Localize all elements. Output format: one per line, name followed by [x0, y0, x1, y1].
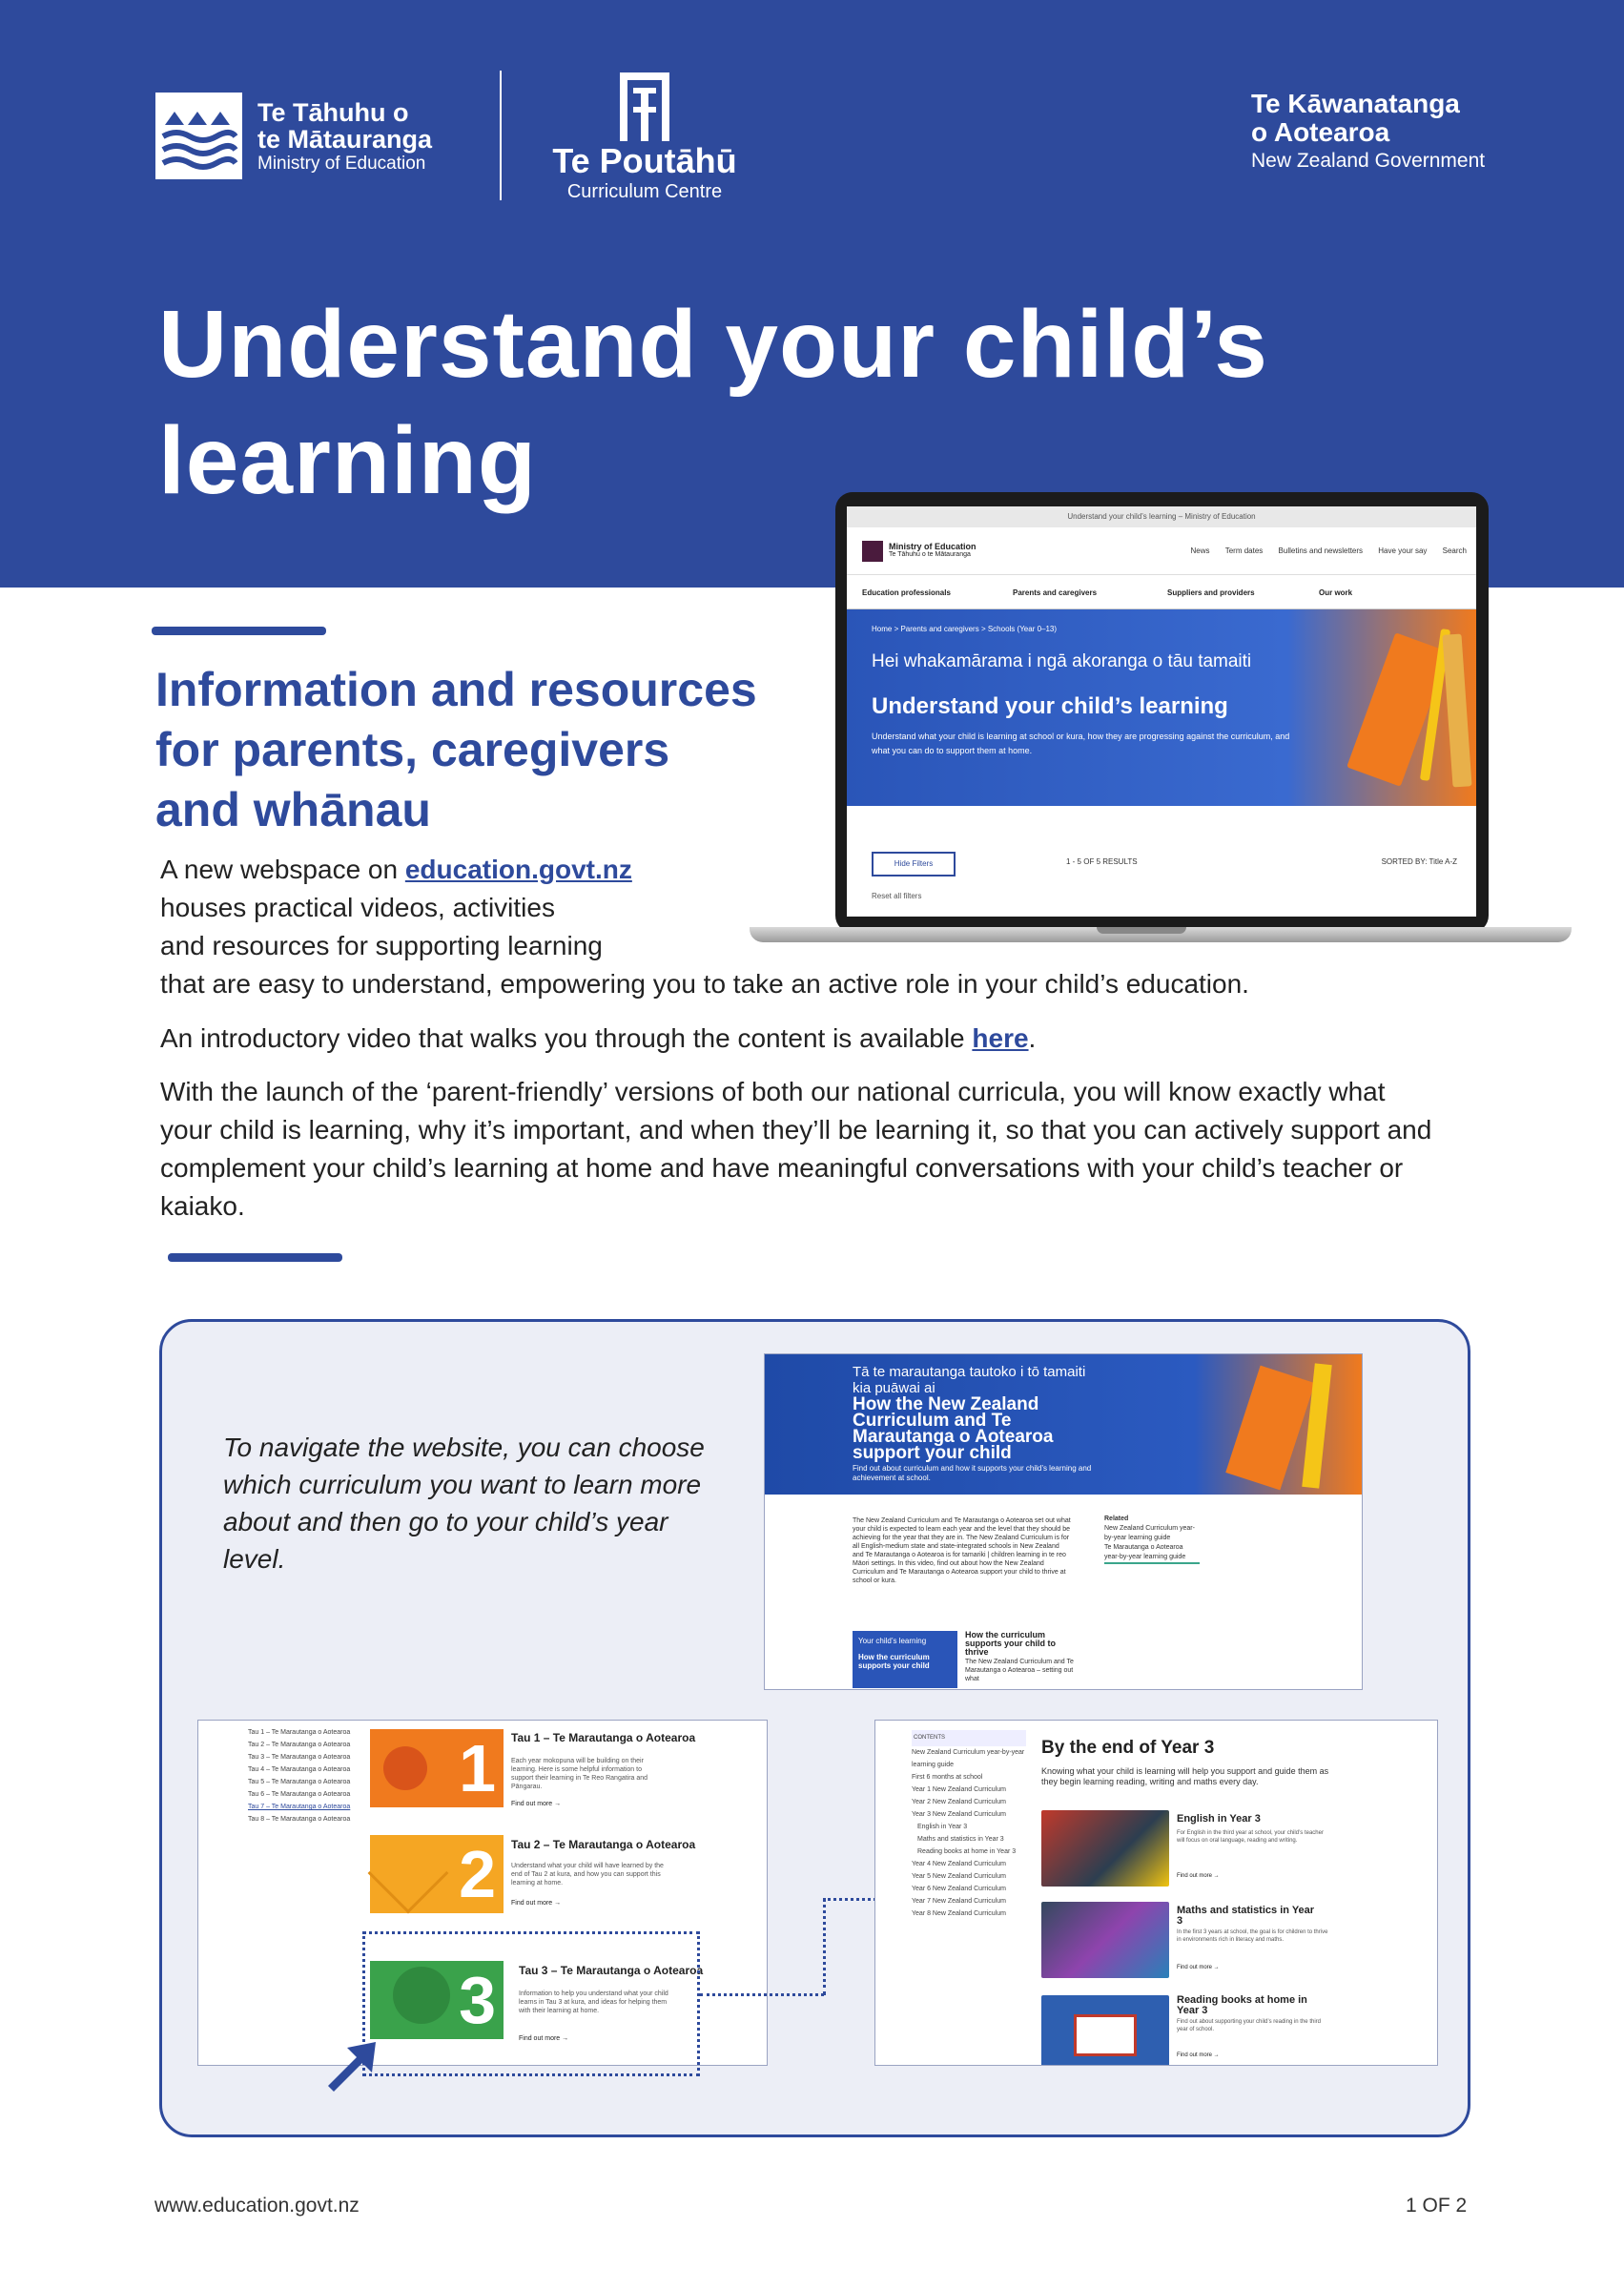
video-here-link[interactable]: here [972, 1023, 1029, 1053]
related-link-nzc[interactable]: New Zealand Curriculum year-by-year learning guide [1104, 1525, 1195, 1541]
curriculum-page-screenshot [764, 1353, 1363, 1690]
curriculum-body: The New Zealand Curriculum and Te Marautanga o Aotearoa set out what your child is expected to learn each year and the level that they should be achieving for the year that they are in. The New Zealand Curriculum is for all English-medium state and state-integrated schools in New Zealand and Te Marautanga o Aotearoa is for tamariki | children learning in te reo Māori settings. In this video, find out about how the New Zealand Curriculum and Te Marautanga o Aotearoa support your child to thrive at school or kura. [853, 1517, 1071, 1584]
section-subheading: Information and resources for parents, caregivers and whānau [155, 663, 757, 836]
site-brand [889, 542, 976, 558]
govt-line1: Te Kāwanatanga [1251, 89, 1460, 118]
maths-desc: In the first 3 years at school, the goal is for children to thrive in environments rich in literacy and maths. [1177, 1929, 1328, 1943]
cursor-arrow-icon [320, 2036, 381, 2097]
education-govt-link[interactable]: education.govt.nz [404, 855, 632, 884]
tau-2-number: 2 [459, 1837, 496, 1911]
book-icon [1074, 2014, 1137, 2056]
site-top-links [1177, 546, 1467, 555]
contents-item[interactable]: Year 8 New Zealand Curriculum [912, 1910, 1006, 1917]
menu-suppliers-providers[interactable]: Suppliers and providers [1167, 588, 1255, 597]
nav-link-bulletins[interactable]: Bulletins and newsletters [1278, 546, 1364, 555]
accent-bar-top [152, 627, 326, 635]
reading-photo [1041, 1995, 1169, 2066]
curriculum-heading: How the New Zealand Curriculum and Te Marautanga o Aotearoa support your child [853, 1394, 1054, 1463]
reading-desc: Find out about supporting your child’s reading in the third year of school. [1177, 2019, 1321, 2032]
contents-title: CONTENTS [912, 1730, 1026, 1746]
intro-line-3: and resources for supporting learning [160, 931, 603, 960]
menu-our-work[interactable]: Our work [1319, 588, 1353, 597]
site-brand-sub: Te Tāhuhu o te Mātauranga [889, 551, 971, 558]
results-count: 1 - 5 OF 5 RESULTS [1066, 857, 1138, 866]
tau-1-shape [383, 1746, 427, 1790]
video-title: How the curriculum supports your child [858, 1653, 930, 1670]
curricula-paragraph: With the launch of the ‘parent-friendly’ versions of both our national curricula, you will know exactly what your child is learning, why it’s important, and when they’ll be learning it, so that you can actively support and complement your child’s learning at home and have meaningful conversations with your child’s teacher or kaiako. [160, 1077, 1432, 1221]
year-3-intro: Knowing what your child is learning will help you support and guide them as they begin learning reading, writing and maths every day. [1041, 1766, 1329, 1786]
maths-find-out-more[interactable]: Find out more → [1177, 1965, 1220, 1970]
menu-education-professionals[interactable]: Education professionals [862, 588, 951, 597]
contents-item[interactable]: First 6 months at school [912, 1774, 983, 1781]
tau-3-desc: Information to help you understand what your child learns in Tau 3 at kura, and ideas for helping them with their learning at home. [519, 1990, 668, 2014]
connector-line-v [823, 1898, 826, 1995]
video-label: Your child’s learning [858, 1637, 927, 1645]
curriculum-tereo: Tā te marautanga tautoko i tō tamaiti kia puāwai ai [853, 1364, 1086, 1396]
ministry-name-line1: Te Tāhuhu o [257, 98, 409, 127]
tau-3-highlight [362, 1931, 700, 2076]
english-find-out-more[interactable]: Find out more → [1177, 1873, 1220, 1879]
navigation-instruction: To navigate the website, you can choose which curriculum you want to learn more about and then go to your child’s year level. [223, 1433, 705, 1574]
contents-item[interactable]: Year 2 New Zealand Curriculum [912, 1799, 1006, 1805]
contents-subitem[interactable]: English in Year 3 [917, 1824, 968, 1830]
govt-line2: o Aotearoa [1251, 117, 1390, 147]
video-paragraph-text: An introductory video that walks you through the content is available [160, 1023, 973, 1053]
connector-line-h2 [823, 1898, 876, 1901]
poutahu-icon [616, 71, 673, 143]
tau-2-image [370, 1835, 504, 1913]
tau-2-shape [368, 1833, 449, 1914]
reading-find-out-more[interactable]: Find out more → [1177, 2052, 1220, 2058]
ministry-logo-icon [155, 93, 242, 179]
contents-sidebar [912, 1721, 1026, 1920]
english-title: English in Year 3 [1177, 1813, 1261, 1825]
year-3-heading: By the end of Year 3 [1041, 1738, 1215, 1758]
menu-parents-caregivers[interactable]: Parents and caregivers [1013, 588, 1098, 597]
contents-item[interactable]: Year 6 New Zealand Curriculum [912, 1886, 1006, 1892]
video-card-text: The New Zealand Curriculum and Te Marautanga o Aotearoa – setting out what [965, 1659, 1074, 1682]
tau-1-desc: Each year mokopuna will be building on their learning. Here is some helpful information to support their learning in Te Reo Rangatira and Pāngarau. [511, 1758, 648, 1790]
nav-link-term-dates[interactable]: Term dates [1224, 546, 1264, 555]
video-card-title: How the curriculum supports your child to thrive [965, 1630, 1057, 1657]
tau-1-find-out-more[interactable]: Find out more → [511, 1801, 562, 1807]
ministry-name-english: Ministry of Education [257, 154, 426, 174]
site-header [847, 527, 1476, 575]
year-3-screenshot [874, 1720, 1438, 2066]
tau-sidebar [248, 1726, 350, 1825]
site-hero [847, 609, 1476, 806]
browser-tab-bar: Understand your child’s learning – Ministry of Education [847, 506, 1476, 527]
tau-2-desc: Understand what your child will have learned by the end of Tau 2 at kura, and how you can support this learning at home. [511, 1863, 664, 1887]
contents-item[interactable]: Year 3 New Zealand Curriculum [912, 1811, 1006, 1818]
tau-1-number: 1 [459, 1731, 496, 1805]
tau-sidebar-item[interactable]: Tau 3 – Te Marautanga o Aotearoa [248, 1754, 351, 1761]
contents-item[interactable]: Year 1 New Zealand Curriculum [912, 1786, 1006, 1793]
ruler-illustration [1442, 633, 1471, 787]
hero-heading: Understand your child’s learning [872, 693, 1228, 719]
english-photo [1041, 1810, 1169, 1887]
intro-line-2: houses practical videos, activities [160, 893, 555, 922]
hero-tereo-heading: Hei whakamārama i ngā akoranga o tāu tamaiti [872, 651, 1252, 671]
tau-sidebar-item[interactable]: Tau 6 – Te Marautanga o Aotearoa [248, 1791, 351, 1798]
nav-link-have-your-say[interactable]: Have your say [1378, 546, 1428, 555]
poutahu-title: Te Poutāhū [552, 141, 737, 180]
laptop-notch [1097, 927, 1186, 934]
tau-3-number: 3 [459, 1963, 496, 2037]
english-desc: For English in the third year at school, your child’s teacher will focus on oral language, reading and writing. [1177, 1830, 1324, 1844]
related-link-tma[interactable]: Te Marautanga o Aotearoa year-by-year learning guide [1104, 1544, 1186, 1560]
video-paragraph [160, 1020, 1438, 1058]
curriculum-hero [765, 1354, 1362, 1495]
contents-item[interactable]: Year 4 New Zealand Curriculum [912, 1861, 1006, 1867]
breadcrumb: Home > Parents and caregivers > Schools (Year 0–13) [872, 625, 1058, 633]
maths-photo [1041, 1902, 1169, 1978]
tau-1-title: Tau 1 – Te Marautanga o Aotearoa [511, 1731, 696, 1744]
tau-3-find-out-more[interactable]: Find out more → [519, 2035, 569, 2042]
contents-subitem[interactable]: Maths and statistics in Year 3 [917, 1836, 1004, 1843]
related-box [1104, 1515, 1200, 1564]
video-thumbnail[interactable] [853, 1631, 957, 1688]
page-number: 1 OF 2 [1406, 2195, 1468, 2217]
related-title: Related [1104, 1516, 1129, 1522]
nz-government-wordmark [1251, 90, 1485, 175]
maths-title: Maths and statistics in Year 3 [1177, 1905, 1315, 1927]
poutahu-subtitle: Curriculum Centre [566, 181, 723, 202]
intro-line-1-text: A new webspace on [160, 855, 405, 884]
tau-2-title: Tau 2 – Te Marautanga o Aotearoa [511, 1838, 696, 1851]
tau-sidebar-item[interactable]: Tau 5 – Te Marautanga o Aotearoa [248, 1779, 351, 1785]
contents-item[interactable]: Year 7 New Zealand Curriculum [912, 1898, 1006, 1905]
tau-2-find-out-more[interactable]: Find out more → [511, 1900, 562, 1907]
reading-title: Reading books at home in Year 3 [1177, 1994, 1307, 2016]
tau-1-image [370, 1729, 504, 1807]
contents-item[interactable]: New Zealand Curriculum year-by-year learning guide [912, 1749, 1025, 1768]
notebook-illustration-2 [1225, 1366, 1315, 1491]
ministry-name-line2: te Mātauranga [257, 125, 433, 154]
site-brand-name: Ministry of Education [889, 542, 976, 551]
logo-divider [500, 71, 502, 200]
nav-link-search[interactable]: Search [1442, 546, 1467, 555]
govt-line3: New Zealand Government [1251, 150, 1486, 172]
tau-sidebar-item[interactable]: Tau 4 – Te Marautanga o Aotearoa [248, 1766, 351, 1773]
reset-filters-link[interactable]: Reset all filters [872, 892, 922, 900]
curriculum-find-out: Find out about curriculum and how it supports your child’s learning and achievement at school. [853, 1464, 1092, 1482]
page-title: Understand your child’s learning [158, 291, 1268, 514]
intro-line-1 [160, 851, 828, 889]
ministry-wordmark [257, 99, 432, 175]
intro-paragraph-lines [160, 851, 828, 965]
laptop-screen [847, 506, 1476, 917]
hide-filters-button[interactable]: Hide Filters [872, 852, 956, 876]
tau-sidebar-item[interactable]: Tau 1 – Te Marautanga o Aotearoa [248, 1729, 351, 1736]
video-paragraph-end: . [1028, 1023, 1037, 1053]
connector-line-h1 [700, 1993, 824, 1996]
tau-sidebar-item[interactable]: Tau 8 – Te Marautanga o Aotearoa [248, 1816, 351, 1823]
tau-sidebar-item[interactable]: Tau 7 – Te Marautanga o Aotearoa [248, 1804, 351, 1810]
contents-subitem[interactable]: Reading books at home in Year 3 [917, 1848, 1017, 1855]
contents-item[interactable]: Year 5 New Zealand Curriculum [912, 1873, 1006, 1880]
site-main-menu [847, 575, 1476, 609]
sort-dropdown[interactable]: SORTED BY: Title A-Z [1381, 857, 1457, 866]
tau-3-title: Tau 3 – Te Marautanga o Aotearoa [519, 1964, 704, 1977]
nav-link-news[interactable]: News [1190, 546, 1210, 555]
footer-url[interactable]: www.education.govt.nz [154, 2195, 360, 2217]
accent-bar-bottom [168, 1253, 342, 1262]
intro-line-4: that are easy to understand, empowering you to take an active role in your child’s education. [160, 969, 1249, 999]
tau-sidebar-item[interactable]: Tau 2 – Te Marautanga o Aotearoa [248, 1742, 351, 1748]
hero-description: Understand what your child is learning at school or kura, how they are progressing against the curriculum, and what you can do to support them at home. [872, 732, 1290, 755]
site-logo-icon [862, 541, 883, 562]
